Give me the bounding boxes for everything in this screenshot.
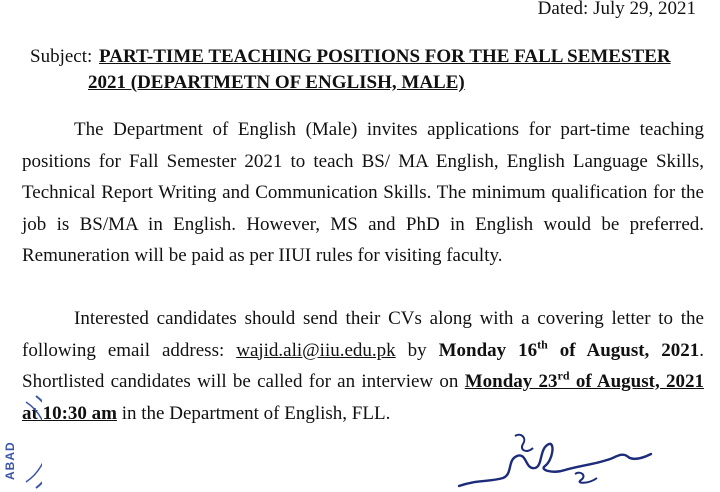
paragraph-application [22,303,704,429]
paragraph-invitation-text: The Department of English (Male) invites applications for part-time teaching positions for Fall Semester 2021 to teach BS/ MA English, English Language Skills, Technical Report Writing and Communication Skills. The minimum qualification for the job is BS/MA in English. However, MS and PhD in English would be preferred. Remuneration will be paid as per IIUI rules for visiting faculty. [22,119,704,266]
date-line: Dated: July 29, 2021 [537,0,696,19]
stamp-text: ABAD [3,441,17,480]
application-text-4: in the Department of English, FLL. [116,402,391,424]
contact-email: wajid.ali@iiu.edu.pk [236,339,396,361]
interview-date: Monday 23rd of August, 2021 at 10:30 am [22,368,704,424]
signature [455,430,665,490]
application-text-3: . Shortlisted candidates will be called for an interview on [22,339,704,392]
subject-line-1: PART-TIME TEACHING POSITIONS FOR THE FALL SEMESTER [99,46,671,67]
subject-line-2: 2021 (DEPARTMETN OF ENGLISH, MALE) [88,72,465,93]
deadline-date: Monday 16th of August, 2021 [438,337,700,361]
paragraph-invitation [22,114,704,272]
subject-block [30,44,700,96]
application-text-1: Interested candidates should send their CVs along with a covering letter to the following email address: [22,308,704,361]
subject-label: Subject: [30,46,93,67]
application-text-2: by [395,339,439,361]
official-stamp [0,392,42,492]
